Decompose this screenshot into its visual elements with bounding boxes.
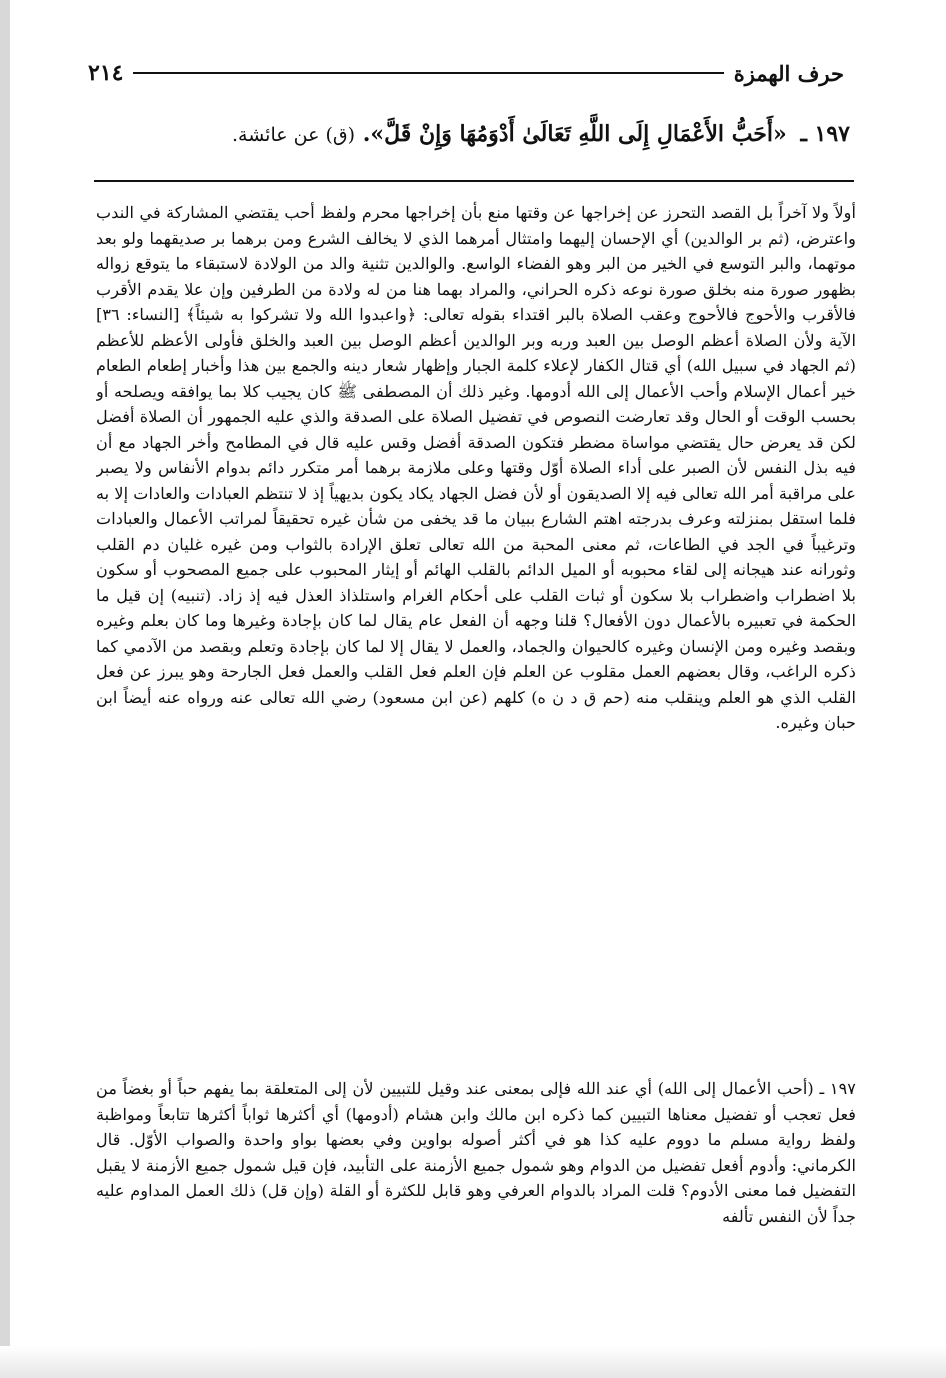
hadith-text-line [150, 112, 850, 156]
chapter-title: حرف الهمزة [733, 60, 844, 86]
hadith-text: «أَحَبُّ الأَعْمَالِ إِلَى اللَّهِ تَعَالَىٰ أَدْوَمُهَا وَإِنْ قَلَّ». [362, 121, 787, 147]
page-scan-edge [0, 0, 10, 1378]
commentary-paragraph-2: ١٩٧ ـ (أحب الأعمال إلى الله) أي عند الله فإلى بمعنى عند وقيل للتبيين لأن إلى المتعلقة بما يفهم حباً أو بغضاً من فعل تعجب أو تفضيل معناها التبيين كما ذكره ابن مالك وابن هشام (أدومها) أي أكثرها ثواباً أكثرها تتابعاً ومواظبة ولفظ رواية مسلم ما دووم عليه كذا هو في أكثر أصوله بواوين وفي بعضها بواو واحدة والصواب الأوّل. قال الكرماني: وأدوم أفعل تفضيل من الدوام وهو شمول جميع الأزمنة على التأبيد، فإن قيل شمول جميع الأزمنة لا يقبل التفضيل فما معنى الأدوم؟ قلت المراد بالدوام العرفي وهو قابل للكثرة أو القلة (وإن قل) ذلك العمل المداوم عليه جداً لأن النفس تألفه [96, 1079, 856, 1226]
page-header [88, 56, 844, 90]
hadith-source: (ق) عن عائشة. [232, 124, 356, 146]
commentary-block-2 [96, 1076, 856, 1338]
page-number: ٢١٤ [88, 60, 124, 86]
header-rule [133, 72, 723, 74]
commentary-paragraph-1: أولاً ولا آخراً بل القصد التحرز عن إخراجها عن وقتها منع بأن إخراجها محرم ولفظ أحب يقتضي المشاركة في الندب واعترض، (ثم بر الوالدين) أي الإحسان إليهما وامتثال أمرهما الذي لا يخالف الشرع ومن برهما بر صديقهما ولو بعد موتهما، والبر التوسع في الخير من البر وهو الفضاء الواسع. والوالدين تثنية والد من الولادة لاستبقاء ما يتوقع زواله بظهور صورة منه بخلق صورة نوعه ذكره الحراني، والمراد بهما هنا من له ولادة من الطرفين وإن علا يقدم الأقرب فالأقرب والأحوج فالأحوج وعقب الصلاة بالبر اقتداء بقوله تعالى: ﴿واعبدوا الله ولا تشركوا به شيئاً﴾ [النساء: ٣٦] الآية ولأن الصلاة أعظم الوصل بين العبد وربه وبر الوالدين أعظم الوصل بين العبد والخلق فأولى الأعظم للأعظم (ثم الجهاد في سبيل الله) أي قتال الكفار لإعلاء كلمة الجبار وإظهار شعار دينه والجمع بين هذا وأخبار إطعام الطعام خير أعمال الإسلام وأحب الأعمال إلى الله أدومها. وغير ذلك أن المصطفى ﷺ كان يجيب كلا بما يوافقه ويصلحه أو بحسب الوقت أو الحال وقد تعارضت النصوص في تفضيل الصلاة على الصدقة والذي عليه الجمهور أن الصلاة أفضل لكن قد يعرض حال يقتضي مواساة مضطر فتكون الصدقة أفضل وقس عليه قال في المطامح وأخر الجهاد مع أن فيه بذل النفس لأن الصبر على أداء الصلاة أوّل وقتها وعلى ملازمة برهما أمر متكرر دائم بدوام الأنفاس ولا يصبر على مراقبة أمر الله تعالى فيه إلا الصديقون أو لأن فضل الجهاد يكاد يكون بديهياً إذ لا تنتظم العبادات والعادات إلا به فلما استقل بمنزلته وعرف بدرجته اهتم الشارع ببيان ما قد يخفى من شأن غيره تحقيقاً لمراتب الأعمال والعبادات وترغيباً في الجد في الطاعات، ثم معنى المحبة من الله تعالى تعلق الإرادة بالثواب ومن غيره غليان دم القلب وثورانه عند هيجانه إلى لقاء محبوبه أو الميل الدائم بالقلب الهائم أو إيثار المحبوب على جميع المصحوب أو سكون بلا اضطراب واضطراب بلا سكون أو ثبات القلب على أحكام الغرام واستلذاذ العذل فيه إذ زاد. (تنبيه) إن قيل ما الحكمة في تعبيره بالأعمال دون الأفعال؟ قلنا وجهه أن الفعل عام يقال لما كان بإجادة وغيرها وما كان بعلم وغيره وبقصد وغيره ومن الإنسان وغيره كالحيوان والجماد، والعمل لا يقال إلا لما كان بإجادة وتعلم وبقصد من الآدمي كما ذكره الراغب، وقال بعضهم العمل مقلوب عن العلم فإن العلم فعل القلب والعمل فعل الجارحة وهو يبرز عن فعل القلب الذي هو العلم وينقلب منه (حم ق د ن ه) كلهم (عن ابن مسعود) رضي الله تعالى عنه ورواه عنه أيضاً ابن حبان وغيره. [96, 203, 856, 732]
page-scan-bottom [0, 1346, 946, 1378]
commentary-block-1 [96, 200, 856, 1060]
hadith-number: ١٩٧ ـ [800, 121, 850, 147]
section-divider [94, 180, 854, 182]
